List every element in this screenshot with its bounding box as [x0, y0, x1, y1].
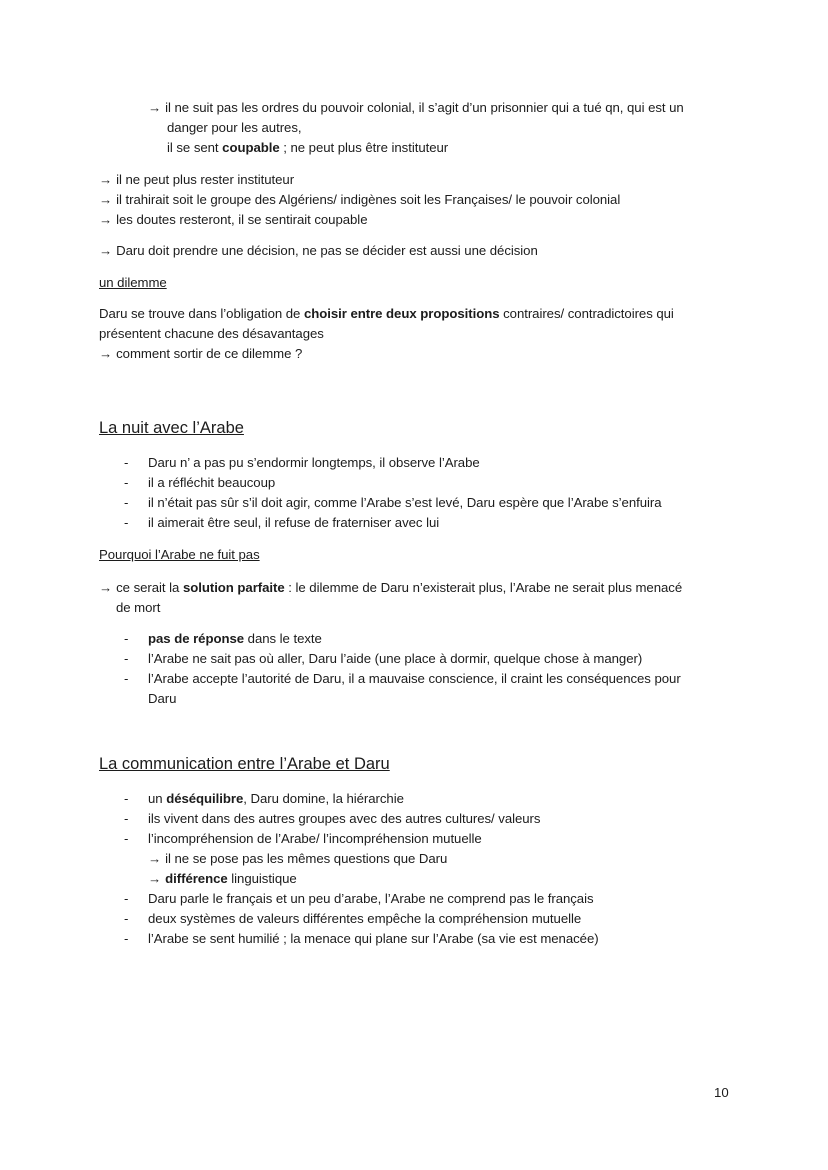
text-line: de mort [116, 600, 161, 615]
page-number: 10 [714, 1085, 729, 1100]
list-item: l’Arabe accepte l’autorité de Daru, il a mauvaise conscience, il craint les conséquences pour [148, 671, 681, 686]
subheading-dilemme: un dilemme [99, 275, 167, 290]
bullet-icon: - [124, 811, 129, 826]
bullet-icon: - [124, 831, 129, 846]
arrow-icon: → [99, 580, 113, 595]
arrow-line: → il trahirait soit le groupe des Algériens/ indigènes soit les Françaises/ le pouvoir colonial [99, 192, 621, 207]
list-item: l’Arabe se sent humilié ; la menace qui plane sur l’Arabe (sa vie est menacée) [148, 931, 599, 946]
list-item: pas de réponse dans le texte [148, 631, 322, 646]
arrow-line: → différence linguistique [148, 871, 297, 886]
list-item: Daru n’ a pas pu s’endormir longtemps, il observe l’Arabe [148, 455, 480, 470]
bullet-icon: - [124, 931, 129, 946]
arrow-line: → il ne peut plus rester instituteur [99, 172, 295, 187]
arrow-icon: → [99, 243, 113, 258]
arrow-icon: → [99, 346, 113, 361]
paragraph-line: Daru se trouve dans l’obligation de choisir entre deux propositions contraires/ contradictoires qui [99, 306, 674, 321]
arrow-icon: → [148, 871, 162, 886]
list-item: l’incompréhension de l’Arabe/ l’incompréhension mutuelle [148, 831, 482, 846]
arrow-line: → les doutes resteront, il se sentirait coupable [99, 212, 368, 227]
bullet-icon: - [124, 475, 129, 490]
bullet-icon: - [124, 911, 129, 926]
list-item: un déséquilibre, Daru domine, la hiérarchie [148, 791, 404, 806]
bullet-icon: - [124, 651, 129, 666]
bullet-icon: - [124, 631, 129, 646]
text-line: danger pour les autres, [167, 120, 302, 135]
list-item: il n’était pas sûr s’il doit agir, comme l’Arabe s’est levé, Daru espère que l’Arabe s’enfuira [148, 495, 662, 510]
text-line: Daru [148, 691, 177, 706]
arrow-line: → ce serait la solution parfaite : le dilemme de Daru n’existerait plus, l’Arabe ne serait plus menacé [99, 580, 683, 595]
arrow-line: → comment sortir de ce dilemme ? [99, 346, 303, 361]
paragraph-line: présentent chacune des désavantages [99, 326, 324, 341]
bullet-icon: - [124, 495, 129, 510]
arrow-line: → Daru doit prendre une décision, ne pas se décider est aussi une décision [99, 243, 538, 258]
text-line: il se sent coupable ; ne peut plus être instituteur [167, 140, 449, 155]
list-item: il a réfléchit beaucoup [148, 475, 276, 490]
bullet-icon: - [124, 891, 129, 906]
list-item: deux systèmes de valeurs différentes empêche la compréhension mutuelle [148, 911, 582, 926]
bullet-icon: - [124, 515, 129, 530]
bullet-icon: - [124, 791, 129, 806]
arrow-icon: → [148, 851, 162, 866]
bullet-icon: - [124, 455, 129, 470]
list-item: il aimerait être seul, il refuse de fraterniser avec lui [148, 515, 440, 530]
section-heading-nuit: La nuit avec l’Arabe [99, 419, 244, 437]
section-heading-communication: La communication entre l’Arabe et Daru [99, 755, 390, 773]
list-item: l’Arabe ne sait pas où aller, Daru l’aide (une place à dormir, quelque chose à manger) [148, 651, 643, 666]
arrow-icon: → [148, 100, 162, 115]
bullet-icon: - [124, 671, 129, 686]
arrow-icon: → [99, 212, 113, 227]
arrow-icon: → [99, 172, 113, 187]
arrow-line: → il ne suit pas les ordres du pouvoir colonial, il s’agit d’un prisonnier qui a tué qn, qui est un [148, 100, 684, 115]
subheading-pourquoi: Pourquoi l’Arabe ne fuit pas [99, 547, 260, 562]
list-item: Daru parle le français et un peu d’arabe, l’Arabe ne comprend pas le français [148, 891, 594, 906]
list-item: ils vivent dans des autres groupes avec des autres cultures/ valeurs [148, 811, 541, 826]
arrow-line: → il ne se pose pas les mêmes questions que Daru [148, 851, 448, 866]
arrow-icon: → [99, 192, 113, 207]
